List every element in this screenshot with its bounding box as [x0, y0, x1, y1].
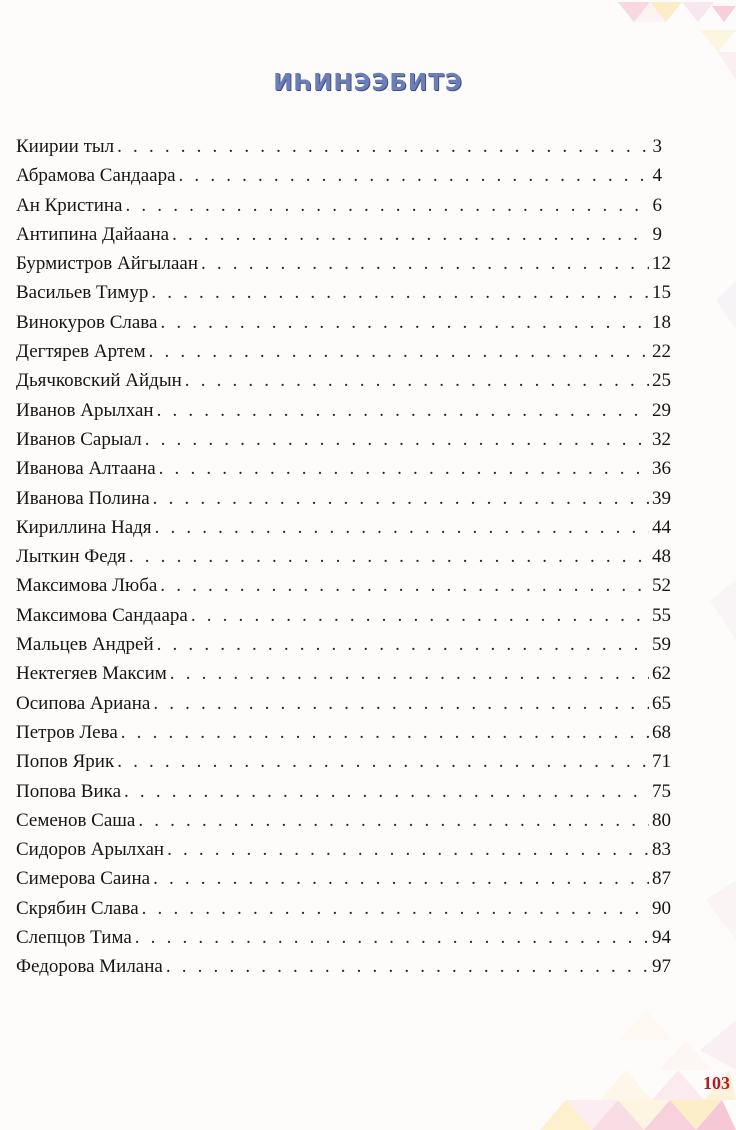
- toc-entry-title: Слепцов Тима: [16, 927, 132, 949]
- toc-entry-title: Иванова Полина: [16, 487, 150, 509]
- toc-entry: [16, 663, 671, 692]
- dot-leader: [160, 312, 649, 334]
- toc-entry: [16, 282, 671, 311]
- toc-entry: [16, 136, 662, 165]
- toc-entry-title: Максимова Сандаара: [16, 604, 188, 626]
- dot-leader: [135, 927, 649, 949]
- dot-leader: [138, 810, 649, 832]
- dot-leader: [155, 517, 649, 539]
- dot-leader: [142, 898, 649, 920]
- toc-entry-page: 94: [652, 927, 671, 949]
- toc-entry-page: 52: [652, 575, 671, 597]
- toc-entry-page: 68: [652, 721, 671, 743]
- toc-entry-title: Абрамова Сандаара: [16, 165, 176, 187]
- toc-entry-title: Винокуров Слава: [16, 311, 158, 333]
- toc-entry-title: Васильев Тимур: [16, 282, 149, 304]
- dot-leader: [167, 839, 649, 861]
- toc-entry: [16, 956, 671, 985]
- toc-entry: [16, 692, 671, 722]
- dot-leader: [157, 400, 649, 422]
- toc-entry-page: 90: [652, 897, 671, 919]
- toc-entry-title: Дьячковский Айдын: [16, 370, 182, 392]
- toc-entry-title: Попова Вика: [16, 780, 122, 802]
- toc-entry: [16, 311, 671, 341]
- dot-leader: [126, 195, 650, 217]
- dot-leader: [124, 781, 649, 803]
- toc-entry-title: Иванов Арылхан: [16, 399, 154, 421]
- dot-leader: [121, 722, 649, 744]
- toc-entry-title: Семенов Саша: [16, 809, 136, 831]
- toc-entry-page: 29: [652, 399, 671, 421]
- toc-entry-page: 55: [652, 604, 671, 626]
- toc-entry-page: 59: [652, 634, 671, 656]
- toc-entry-page: 6: [652, 194, 662, 216]
- toc-entry-title: Федорова Милана: [16, 956, 163, 978]
- toc-entry-page: 65: [652, 692, 671, 714]
- toc-entry: [16, 341, 671, 370]
- toc-entry: [16, 751, 671, 780]
- dot-leader: [185, 370, 649, 392]
- toc-entry-title: Скрябин Слава: [16, 897, 139, 919]
- toc-entry: [16, 927, 671, 956]
- toc-entry: [16, 370, 671, 399]
- toc-entry-page: 97: [652, 956, 671, 978]
- toc-entry: [16, 428, 671, 458]
- dot-leader: [129, 546, 649, 568]
- toc-entry: [16, 839, 671, 868]
- dot-leader: [166, 956, 649, 978]
- dot-leader: [151, 282, 649, 304]
- dot-leader: [117, 751, 649, 773]
- dot-leader: [145, 429, 649, 451]
- dot-leader: [201, 253, 649, 275]
- toc-entry-page: 39: [652, 487, 671, 509]
- toc-entry-title: Мальцев Андрей: [16, 634, 154, 656]
- toc-entry-page: 75: [652, 780, 671, 802]
- toc-entry-title: Максимова Люба: [16, 575, 158, 597]
- toc-entry-title: Попов Ярик: [16, 751, 115, 773]
- toc-entry: [16, 224, 662, 253]
- toc-entry: [16, 575, 671, 604]
- toc-entry-page: 62: [652, 663, 671, 685]
- toc-entry-title: Ан Кристина: [16, 194, 123, 216]
- toc-entry-title: Антипина Дайаана: [16, 223, 170, 245]
- dot-leader: [172, 224, 649, 246]
- toc-entry-title: Киирии тыл: [16, 136, 115, 157]
- dot-leader: [153, 488, 649, 510]
- toc-entry-page: 80: [652, 809, 671, 831]
- toc-entry-page: 12: [652, 253, 671, 275]
- toc-entry: [16, 604, 671, 634]
- dot-leader: [179, 165, 649, 187]
- toc-entry-title: Нектегяев Максим: [16, 663, 167, 685]
- toc-entry-page: 44: [652, 516, 671, 538]
- dot-leader: [160, 575, 649, 597]
- toc-entry: [16, 516, 671, 546]
- toc-entry: [16, 458, 671, 487]
- toc-entry-page: 25: [652, 370, 671, 392]
- toc-entry-page: 32: [652, 428, 671, 450]
- toc-entry-title: Симерова Саина: [16, 868, 151, 890]
- toc-entry: [16, 546, 671, 575]
- toc-entry-title: Дегтярев Артем: [16, 341, 146, 363]
- toc-entry: [16, 253, 671, 282]
- page-number: 103: [703, 1073, 730, 1093]
- dot-leader: [159, 458, 649, 480]
- toc-entry-title: Петров Лева: [16, 721, 118, 743]
- toc-entry-page: 22: [652, 341, 671, 363]
- toc-entry-page: 87: [652, 868, 671, 890]
- toc-entry: [16, 868, 671, 897]
- page-title: ИҺИНЭЭБИТЭ: [273, 70, 463, 96]
- toc-entry-page: 18: [652, 311, 671, 333]
- toc-entry-page: 9: [652, 223, 662, 245]
- toc-entry: [16, 165, 662, 194]
- toc-entry-page: 3: [652, 136, 662, 157]
- table-of-contents: [16, 136, 671, 986]
- toc-entry-page: 15: [652, 282, 671, 304]
- toc-entry-page: 48: [652, 546, 671, 568]
- toc-entry: [16, 780, 671, 810]
- toc-entry-title: Иванов Сарыал: [16, 428, 142, 450]
- toc-entry-title: Кириллина Надя: [16, 516, 152, 538]
- toc-entry-title: Иванова Алтаана: [16, 458, 156, 480]
- toc-entry-title: Осипова Ариана: [16, 692, 151, 714]
- dot-leader: [117, 136, 649, 158]
- toc-entry-page: 36: [652, 458, 671, 480]
- toc-entry: [16, 634, 671, 663]
- dot-leader: [153, 868, 649, 890]
- toc-entry-title: Бурмистров Айгылаан: [16, 253, 198, 275]
- dot-leader: [170, 663, 649, 685]
- toc-entry: [16, 721, 671, 751]
- toc-entry-page: 71: [652, 751, 671, 773]
- toc-entry: [16, 809, 671, 839]
- dot-leader: [191, 605, 649, 627]
- toc-entry-title: Сидоров Арылхан: [16, 839, 165, 861]
- toc-entry: [16, 195, 662, 224]
- toc-entry-title: Лыткин Федя: [16, 546, 126, 568]
- toc-entry: [16, 897, 671, 927]
- dot-leader: [157, 634, 649, 656]
- dot-leader: [149, 341, 649, 363]
- toc-entry-page: 4: [652, 165, 662, 187]
- dot-leader: [153, 693, 649, 715]
- toc-entry: [16, 487, 671, 517]
- toc-entry-page: 83: [652, 839, 671, 861]
- toc-entry: [16, 399, 671, 429]
